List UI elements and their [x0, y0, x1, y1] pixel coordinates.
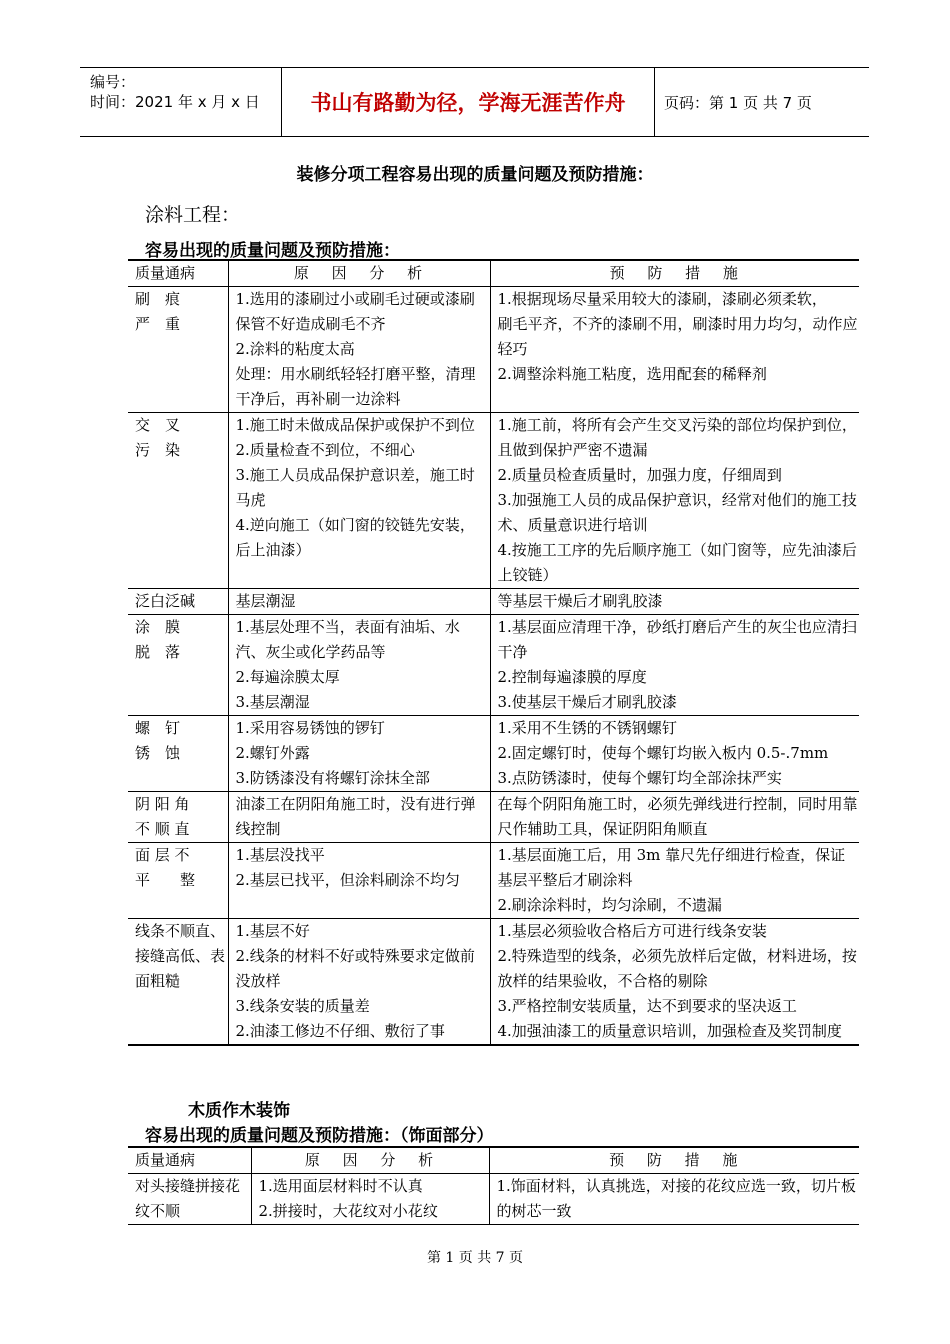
cell-line: 4.按施工工序的先后顺序施工（如门窗等，应先油漆后上铰链） [497, 541, 857, 584]
header-motto: 书山有路勤为径，学海无涯苦作舟 [310, 91, 626, 115]
cell-name [128, 615, 228, 716]
cell-name [128, 919, 228, 1046]
cell-line: 4.逆向施工（如门窗的铰链先安装，后上油漆） [235, 516, 475, 559]
cell-cause [228, 919, 490, 1046]
cell-line: 4.加强油漆工的质量意识培训，加强检查及奖罚制度 [497, 1022, 842, 1040]
cell-line: 3.线条安装的质量差 [235, 997, 370, 1015]
cell-cause [228, 716, 490, 792]
cell-cause [228, 792, 490, 843]
cell-line: 不 顺 直 [135, 820, 190, 838]
cell-line: 脱 落 [135, 643, 181, 661]
cell-line: 污 染 [135, 441, 181, 459]
table-row [128, 843, 859, 919]
cell-prevent [490, 287, 859, 413]
cell-line: 处理：用水刷纸轻轻打磨平整，清理干净后，再补刷一边涂料 [235, 365, 476, 408]
cell-line: 1.选用面层材料时不认真 [258, 1177, 423, 1195]
cell-line: 锈 蚀 [135, 744, 181, 762]
cell-line: 1.饰面材料，认真挑选，对接的花纹应选一致，切片板的树芯一致 [496, 1177, 856, 1220]
cell-line: 2.线条的材料不好或特殊要求定做前没放样 [235, 947, 475, 990]
header-page-number: 页码：第 1 页 共 7 页 [664, 93, 812, 112]
table-row [128, 589, 859, 615]
page-header [80, 67, 869, 137]
cell-line: 3.点防锈漆时，使每个螺钉均全部涂抹严实 [497, 769, 782, 787]
table-row [128, 716, 859, 792]
cell-prevent [490, 615, 859, 716]
cell-line: 3.防锈漆没有将螺钉涂抹全部 [235, 769, 430, 787]
cell-name [128, 792, 228, 843]
cell-line: 2.螺钉外露 [235, 744, 310, 762]
header-meta [90, 72, 280, 112]
cell-cause [228, 843, 490, 919]
cell-line: 3.施工人员成品保护意识差，施工时马虎 [235, 466, 475, 509]
cell-line: 交 叉 [135, 416, 181, 434]
cell-line: 面 层 不 [135, 846, 190, 864]
cell-cause [228, 615, 490, 716]
cell-line: 基层潮湿 [235, 592, 296, 610]
cell-line: 2.质量检查不到位，不细心 [235, 441, 415, 459]
cell-cause [228, 413, 490, 589]
column-header: 原 因 分 析 [251, 1147, 489, 1174]
cell-line: 1.基层不好 [235, 922, 310, 940]
header-divider-right [654, 68, 655, 136]
cell-line: 刷毛平齐，不齐的漆刷不用，刷漆时用力均匀，动作应轻巧 [497, 315, 858, 358]
cell-name [128, 1174, 251, 1225]
table-header-row [128, 260, 859, 287]
code-label: 编号： [90, 73, 136, 91]
table-row [128, 792, 859, 843]
table-row [128, 1174, 859, 1225]
cell-line: 线条不顺直、接缝高低、表面粗糙 [135, 922, 226, 990]
table-row [128, 287, 859, 413]
cell-line: 涂 膜 [135, 618, 181, 636]
cell-line: 对头接缝拼接花纹不顺 [135, 1177, 241, 1220]
cell-line: 1.基层面施工后，用 3m 靠尺先仔细进行检查，保证基层平整后才刷涂料 [497, 846, 846, 889]
column-header: 预 防 措 施 [489, 1147, 859, 1174]
cell-line: 3.使基层干燥后才刷乳胶漆 [497, 693, 677, 711]
cell-line: 2.固定螺钉时，使每个螺钉均嵌入板内 0.5-.7mm [497, 744, 829, 762]
cell-line: 1.基层必须验收合格后方可进行线条安装 [497, 922, 767, 940]
cell-line: 螺 钉 [135, 719, 181, 737]
cell-name [128, 413, 228, 589]
date-label: 时间：2021 年 x 月 x 日 [90, 93, 260, 111]
cell-name [128, 589, 228, 615]
cell-prevent [490, 589, 859, 615]
cell-line: 刷 痕 [135, 290, 181, 308]
cell-line: 2.每遍涂膜太厚 [235, 668, 340, 686]
table-row [128, 919, 859, 1046]
cell-line: 1.基层处理不当，表面有油垢、水汽、灰尘或化学药品等 [235, 618, 460, 661]
cell-line: 2.特殊造型的线条，必须先放样后定做，材料进场，按放样的结果验收，不合格的剔除 [497, 947, 857, 990]
cell-line: 1.基层面应清理干净，砂纸打磨后产生的灰尘也应清扫干净 [497, 618, 857, 661]
cell-line: 严 重 [135, 315, 181, 333]
cell-line: 1.施工前，将所有会产生交叉污染的部位均保护到位，且做到保护严密不遗漏 [497, 416, 857, 459]
column-header: 质量通病 [128, 260, 228, 287]
cell-line: 1.选用的漆刷过小或刷毛过硬或漆刷保管不好造成刷毛不齐 [235, 290, 475, 333]
cell-line: 等基层干燥后才刷乳胶漆 [497, 592, 663, 610]
page-footer: 第 1 页 共 7 页 [426, 1250, 524, 1266]
cell-cause [228, 287, 490, 413]
cell-line: 3.严格控制安装质量，达不到要求的坚决返工 [497, 997, 797, 1015]
cell-line: 1.采用不生锈的不锈钢螺钉 [497, 719, 677, 737]
cell-line: 2.质量员检查质量时，加强力度，仔细周到 [497, 466, 782, 484]
cell-line: 阴 阳 角 [135, 795, 190, 813]
cell-line: 2.基层已找平，但涂料刷涂不均匀 [235, 871, 460, 889]
table-header-row [128, 1147, 859, 1174]
section-title-wood: 木质作木装饰 [188, 1101, 290, 1121]
table-row [128, 413, 859, 589]
cell-line: 油漆工在阴阳角施工时，没有进行弹线控制 [235, 795, 476, 838]
cell-prevent [490, 843, 859, 919]
cell-line: 2.拼接时，大花纹对小花纹 [258, 1202, 438, 1220]
cell-line: 1.采用容易锈蚀的锣钉 [235, 719, 385, 737]
cell-cause [251, 1174, 489, 1225]
cell-cause [228, 589, 490, 615]
cell-line: 3.基层潮湿 [235, 693, 310, 711]
cell-line: 2.涂料的粘度太高 [235, 340, 355, 358]
column-header: 预 防 措 施 [490, 260, 859, 287]
section-subtitle-coating: 容易出现的质量问题及预防措施： [145, 241, 400, 261]
cell-line: 1.施工时未做成品保护或保护不到位 [235, 416, 475, 434]
table-row [128, 615, 859, 716]
cell-name [128, 287, 228, 413]
cell-line: 1.根据现场尽量采用较大的漆刷，漆刷必须柔软， [497, 290, 827, 308]
cell-prevent [490, 919, 859, 1046]
cell-line: 1.基层没找平 [235, 846, 325, 864]
cell-prevent [490, 792, 859, 843]
cell-line: 3.加强施工人员的成品保护意识，经常对他们的施工技术、质量意识进行培训 [497, 491, 857, 534]
cell-line: 在每个阴阳角施工时，必须先弹线进行控制，同时用靠尺作辅助工具，保证阴阳角顺直 [497, 795, 858, 838]
cell-prevent [489, 1174, 859, 1225]
cell-name [128, 716, 228, 792]
cell-line: 2.控制每遍漆膜的厚度 [497, 668, 647, 686]
column-header: 质量通病 [128, 1147, 251, 1174]
cell-line: 2.刷涂涂料时，均匀涂刷，不遗漏 [497, 896, 722, 914]
column-header: 原 因 分 析 [228, 260, 490, 287]
section-subtitle-wood: 容易出现的质量问题及预防措施：（饰面部分） [145, 1126, 494, 1146]
section-title-coating: 涂料工程： [145, 204, 241, 226]
coating-quality-table [128, 259, 859, 1046]
cell-line: 平 整 [135, 871, 196, 889]
wood-quality-table [128, 1146, 859, 1225]
cell-prevent [490, 716, 859, 792]
cell-prevent [490, 413, 859, 589]
cell-name [128, 843, 228, 919]
cell-line: 泛白泛碱 [135, 592, 196, 610]
document-title: 装修分项工程容易出现的质量问题及预防措施： [296, 165, 654, 185]
cell-line: 2.油漆工修边不仔细、敷衍了事 [235, 1022, 445, 1040]
cell-line: 2.调整涂料施工粘度，选用配套的稀释剂 [497, 365, 767, 383]
